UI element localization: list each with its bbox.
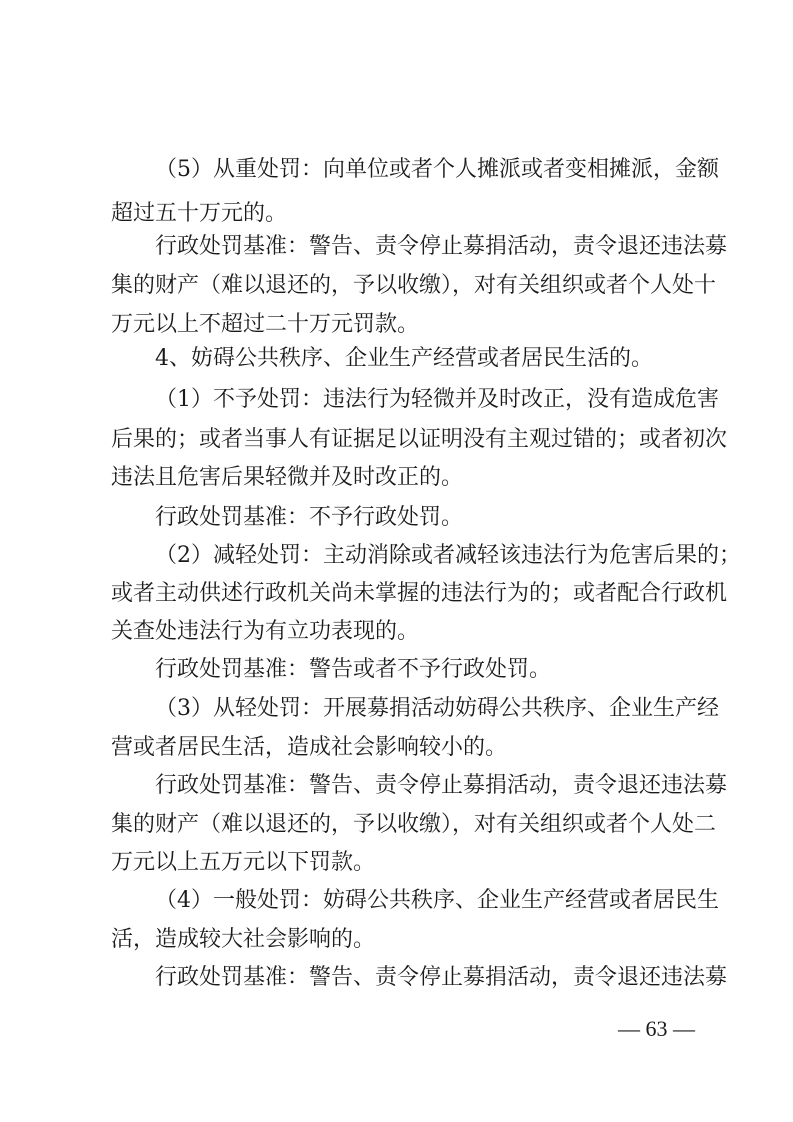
text-line: 营或者居民生活，造成社会影响较小的。 (111, 735, 508, 760)
page-number: — 63 — (618, 1016, 695, 1041)
text-line: 万元以上五万元以下罚款。 (111, 850, 376, 875)
text-line: （4）一般处罚：妨碍公共秩序、企业生产经营或者居民生 (155, 888, 719, 913)
text-line: 集的财产（难以退还的，予以收缴），对有关组织或者个人处二 (111, 812, 717, 837)
text-line: （5）从重处罚：向单位或者个人摊派或者变相摊派，金额 (155, 157, 719, 182)
text-line: 万元以上不超过二十万元罚款。 (111, 312, 420, 337)
text-line: 违法且危害后果轻微并及时改正的。 (111, 465, 464, 490)
text-line: 后果的；或者当事人有证据足以证明没有主观过错的；或者初次 (111, 427, 728, 452)
text-line: 行政处罚基准：警告或者不予行政处罚。 (155, 657, 552, 682)
text-line: （1）不予处罚：违法行为轻微并及时改正，没有造成危害 (155, 387, 719, 412)
text-line: 或者主动供述行政机关尚未掌握的违法行为的；或者配合行政机 (111, 581, 728, 606)
text-line: 行政处罚基准：警告、责令停止募捐活动，责令退还违法募 (155, 773, 728, 798)
section-heading: 4、妨碍公共秩序、企业生产经营或者居民生活的。 (155, 346, 653, 371)
text-line: 活，造成较大社会影响的。 (111, 927, 376, 952)
text-line: （3）从轻处罚：开展募捐活动妨碍公共秩序、企业生产经 (155, 696, 719, 721)
text-line: 超过五十万元的。 (111, 201, 288, 226)
text-line: 行政处罚基准：不予行政处罚。 (155, 505, 464, 530)
text-line: （2）减轻处罚：主动消除或者减轻该违法行为危害后果的； (155, 543, 741, 568)
text-line: 关查处违法行为有立功表现的。 (111, 619, 420, 644)
text-line: 集的财产（难以退还的，予以收缴），对有关组织或者个人处十 (111, 273, 717, 298)
text-line: 行政处罚基准：警告、责令停止募捐活动，责令退还违法募 (155, 965, 728, 990)
text-line: 行政处罚基准：警告、责令停止募捐活动，责令退还违法募 (155, 234, 728, 259)
